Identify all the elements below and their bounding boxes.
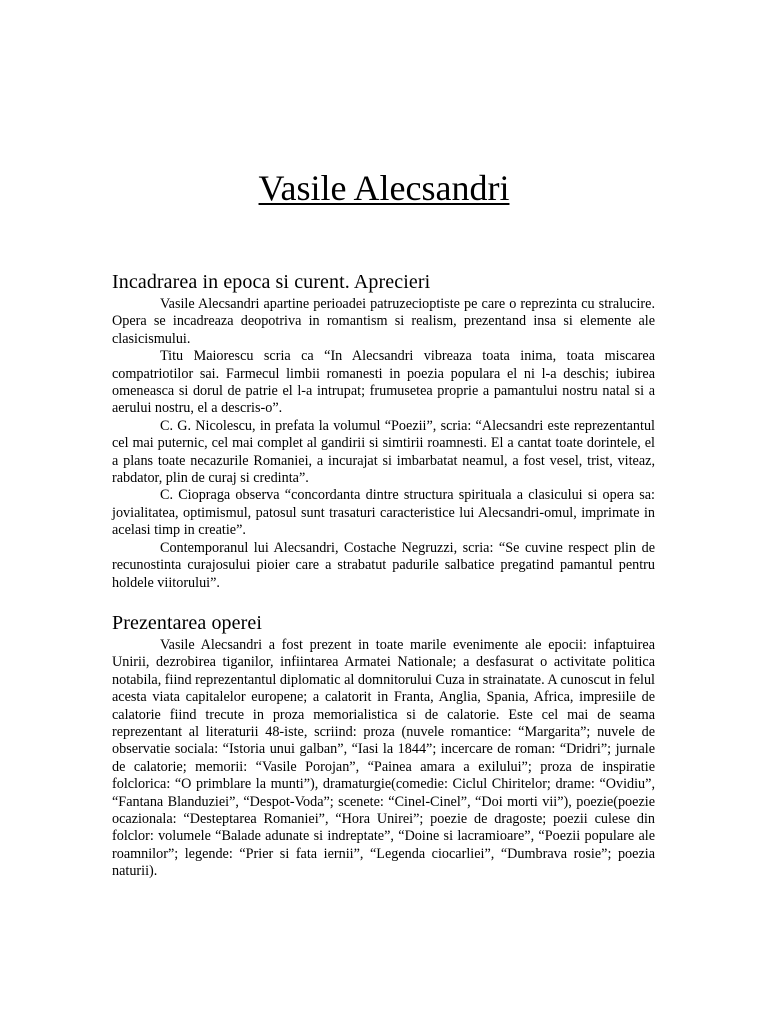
section-heading: Prezentarea operei	[112, 612, 263, 634]
document-title: Vasile Alecsandri	[258, 168, 510, 208]
section-heading: Incadrarea in epoca si curent. Aprecieri	[112, 271, 431, 293]
paragraph: Vasile Alecsandri a fost prezent in toate marile evenimente ale epocii: infaptuirea Unirii, dezrobirea tiganilor, infiintarea Armatei Nationale; a desfasurat o activitate politica notabila, fiind reprezentantul diplomatic al domnitorului Cuza in strainatate. A cunoscut in felul acesta viata capitalelor europene; a calatorit in Franta, Anglia, Spania, Africa, impresiile de calatorie fiind trecute in proza memorialistica si de calatorie. Este cel mai de seama reprezentant al literaturii 48-iste, scriind: proza (nuvele romantice: “Margarita”; nuvele de observatie sociala: “Istoria unui galban”, “Iasi la 1844”; incercare de roman: “Dridri”; jurnale de calatorie; memorii: “Vasile Porojan”, “Painea amara a exilului”; proza de inspiratie folclorica: “O primblare la munti”), dramaturgie(comedie: Ciclul Chiritelor; drame: “Ovidiu”, “Fantana Blanduziei”, “Despot-Voda”; scenete: “Cinel-Cinel”, “Doi morti vii”), poezie(poezie ocazionala: “Desteptarea Romaniei”, “Hora Unirei”; poezie de dragoste; poezii culese din folclor: volumele “Balade adunate si indreptate”, “Doine si lacramioare”, “Poezii populare ale roamnilor”; legende: “Prier si fata iernii”, “Legenda ciocarliei”, “Dumbrava rosie”; poezia naturii).	[112, 637, 655, 880]
section-incadrarea	[112, 271, 655, 592]
paragraph: C. G. Nicolescu, in prefata la volumul “Poezii”, scria: “Alecsandri este reprezentantul cel mai puternic, cel mai complet al gandirii si simtirii roamnesti. El a cantat toate dorintele, el a plans toate necazurile Romaniei, a incurajat si imbarbatat neamul, a fost vesel, trist, viteaz, rabdator, plin de curaj si credinta”.	[112, 417, 655, 487]
section-prezentarea	[112, 612, 655, 881]
paragraph: Titu Maiorescu scria ca “In Alecsandri vibreaza toata inima, toata miscarea compatriotilor sai. Farmecul limbii romanesti in poezia populara el ni l-a deschis; iubirea omeneasca si dorul de patrie el l-a intrupat; frumusetea proprie a pamantului nostru natal si a aerului nostru, el a descris-o”.	[112, 348, 655, 417]
document-title-block	[0, 168, 768, 208]
paragraph: Vasile Alecsandri apartine perioadei patruzecioptiste pe care o reprezinta cu stralucire. Opera se incadreaza deopotriva in romantism si realism, prezentand insa si elemente ale clasicismului.	[112, 296, 655, 347]
paragraph: Contemporanul lui Alecsandri, Costache Negruzzi, scria: “Se cuvine respect plin de recunostinta curajosului pioier care a strabatut padurile salbatice pregatind pamantul pentru holdele viitorului”.	[112, 539, 655, 591]
paragraph: C. Ciopraga observa “concordanta dintre structura spirituala a clasicului si opera sa: jovialitatea, optimismul, patosul sunt trasaturi caracteristice lui Alecsandri-omul, imprimate in acelasi timp in creatie”.	[112, 487, 655, 539]
